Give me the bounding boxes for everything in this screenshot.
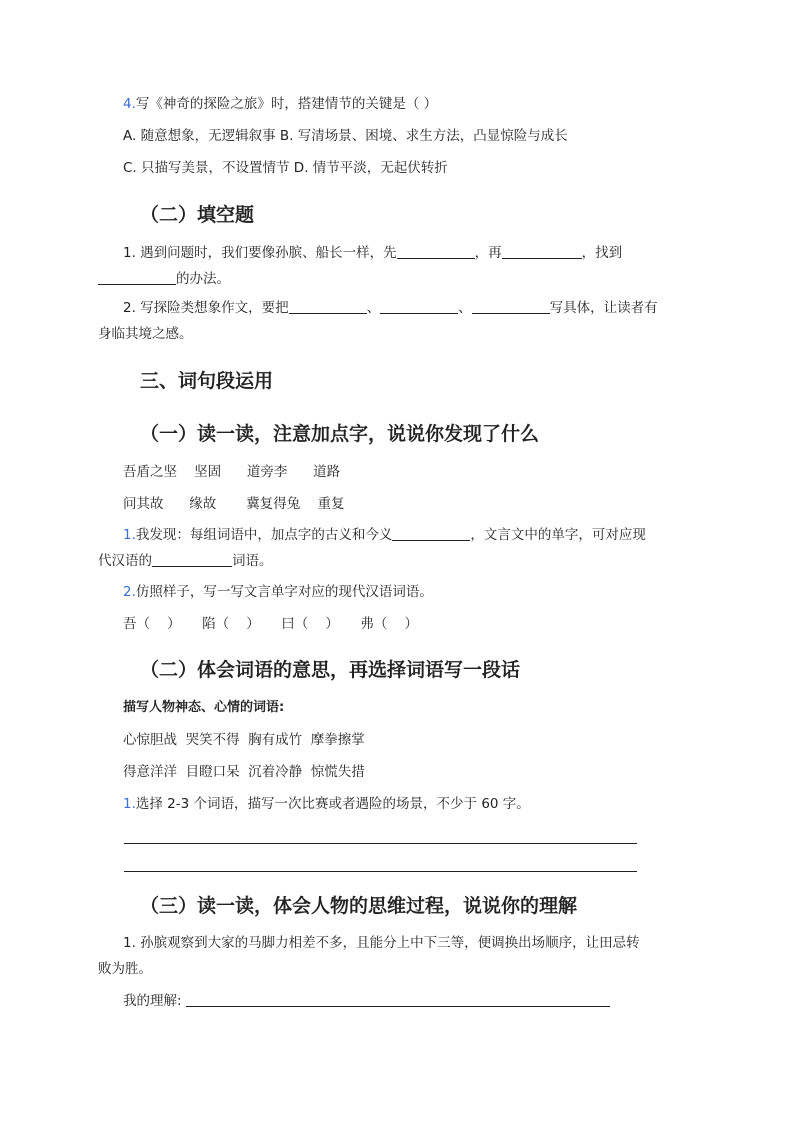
question-number: 1. bbox=[123, 796, 136, 812]
text: 2. 写探险类想象作文，要把 bbox=[123, 300, 289, 316]
subsection-heading-3: （三）读一读，体会人物的思维过程，说说你的理解 bbox=[140, 895, 578, 917]
question-number: 2. bbox=[123, 584, 136, 600]
understand-label: 我的理解: bbox=[123, 993, 186, 1009]
section-heading-3: 三、词句段运用 bbox=[140, 370, 274, 392]
fill-question-2 bbox=[98, 295, 698, 347]
word-row-1: 吾盾之坚 坚固 道旁李 道路 bbox=[123, 464, 341, 480]
section3-question-1 bbox=[98, 522, 698, 574]
text: 词语。 bbox=[232, 553, 273, 569]
subsection-heading-1: （一）读一读，注意加点字，说说你发现了什么 bbox=[140, 423, 540, 445]
text: ，再 bbox=[474, 245, 502, 261]
text: 的办法。 bbox=[176, 271, 230, 287]
blank[interactable] bbox=[289, 299, 367, 314]
blank[interactable] bbox=[152, 552, 232, 567]
text: 代汉语的 bbox=[98, 553, 152, 569]
answer-line[interactable] bbox=[124, 871, 637, 872]
question-text: 写《神奇的探险之旅》时，搭建情节的关键是（ ） bbox=[135, 96, 438, 112]
understanding-row bbox=[123, 991, 610, 1011]
blank[interactable] bbox=[397, 244, 475, 259]
separator: 、 bbox=[458, 300, 472, 316]
question-number: 1. bbox=[123, 527, 136, 543]
text: 败为胜。 bbox=[98, 961, 152, 977]
blank[interactable] bbox=[98, 270, 176, 285]
text: 我发现：每组词语中，加点字的古义和今义 bbox=[135, 527, 393, 543]
section3-question-2 bbox=[123, 582, 433, 602]
separator: 、 bbox=[366, 300, 381, 316]
text: 选择 2-3 个词语，描写一次比赛或者遇险的场景，不少于 60 字。 bbox=[135, 796, 530, 812]
question-number: 4. bbox=[123, 96, 136, 112]
understanding-blank[interactable] bbox=[186, 992, 610, 1007]
text: 仿照样子，写一写文言单字对应的现代汉语词语。 bbox=[135, 584, 433, 600]
fill-question-1 bbox=[98, 240, 698, 292]
word-row-2: 问其故 缘故 冀复得兔 重复 bbox=[123, 496, 345, 512]
section3-question-3 bbox=[123, 794, 530, 814]
blank[interactable] bbox=[392, 526, 470, 541]
text: 1. 遇到问题时，我们要像孙膑、船长一样，先 bbox=[123, 245, 397, 261]
char-blanks[interactable]: 吾（ ） 陷（ ） 曰（ ） 弗（ ） bbox=[123, 616, 419, 632]
subsection-heading-2: （二）体会词语的意思，再选择词语写一段话 bbox=[140, 659, 521, 681]
text: 写具体，让读者有 bbox=[549, 300, 658, 316]
text: 1. 孙膑观察到大家的马脚力相差不多，且能分上中下三等，便调换出场顺序，让田忌转 bbox=[123, 935, 640, 951]
blank[interactable] bbox=[472, 299, 550, 314]
section-heading-fill: （二）填空题 bbox=[140, 204, 255, 226]
answer-line[interactable] bbox=[124, 843, 637, 844]
question-4 bbox=[123, 94, 437, 114]
words-line-2: 得意洋洋 目瞪口呆 沉着冷静 惊慌失措 bbox=[123, 764, 365, 780]
words-label: 描写人物神态、心情的词语: bbox=[123, 700, 285, 715]
text: 身临其境之感。 bbox=[98, 326, 193, 342]
section3-question-4 bbox=[98, 930, 698, 982]
text: ，文言文中的单字，可对应现 bbox=[470, 527, 646, 543]
words-line-1: 心惊胆战 哭笑不得 胸有成竹 摩拳擦掌 bbox=[123, 732, 365, 748]
blank[interactable] bbox=[380, 299, 458, 314]
blank[interactable] bbox=[502, 244, 582, 259]
options-cd: C. 只描写美景，不设置情节 D. 情节平淡，无起伏转折 bbox=[123, 160, 448, 176]
text: ，找到 bbox=[581, 245, 623, 261]
options-ab: A. 随意想象，无逻辑叙事 B. 写清场景、困境、求生方法，凸显惊险与成长 bbox=[123, 128, 568, 144]
